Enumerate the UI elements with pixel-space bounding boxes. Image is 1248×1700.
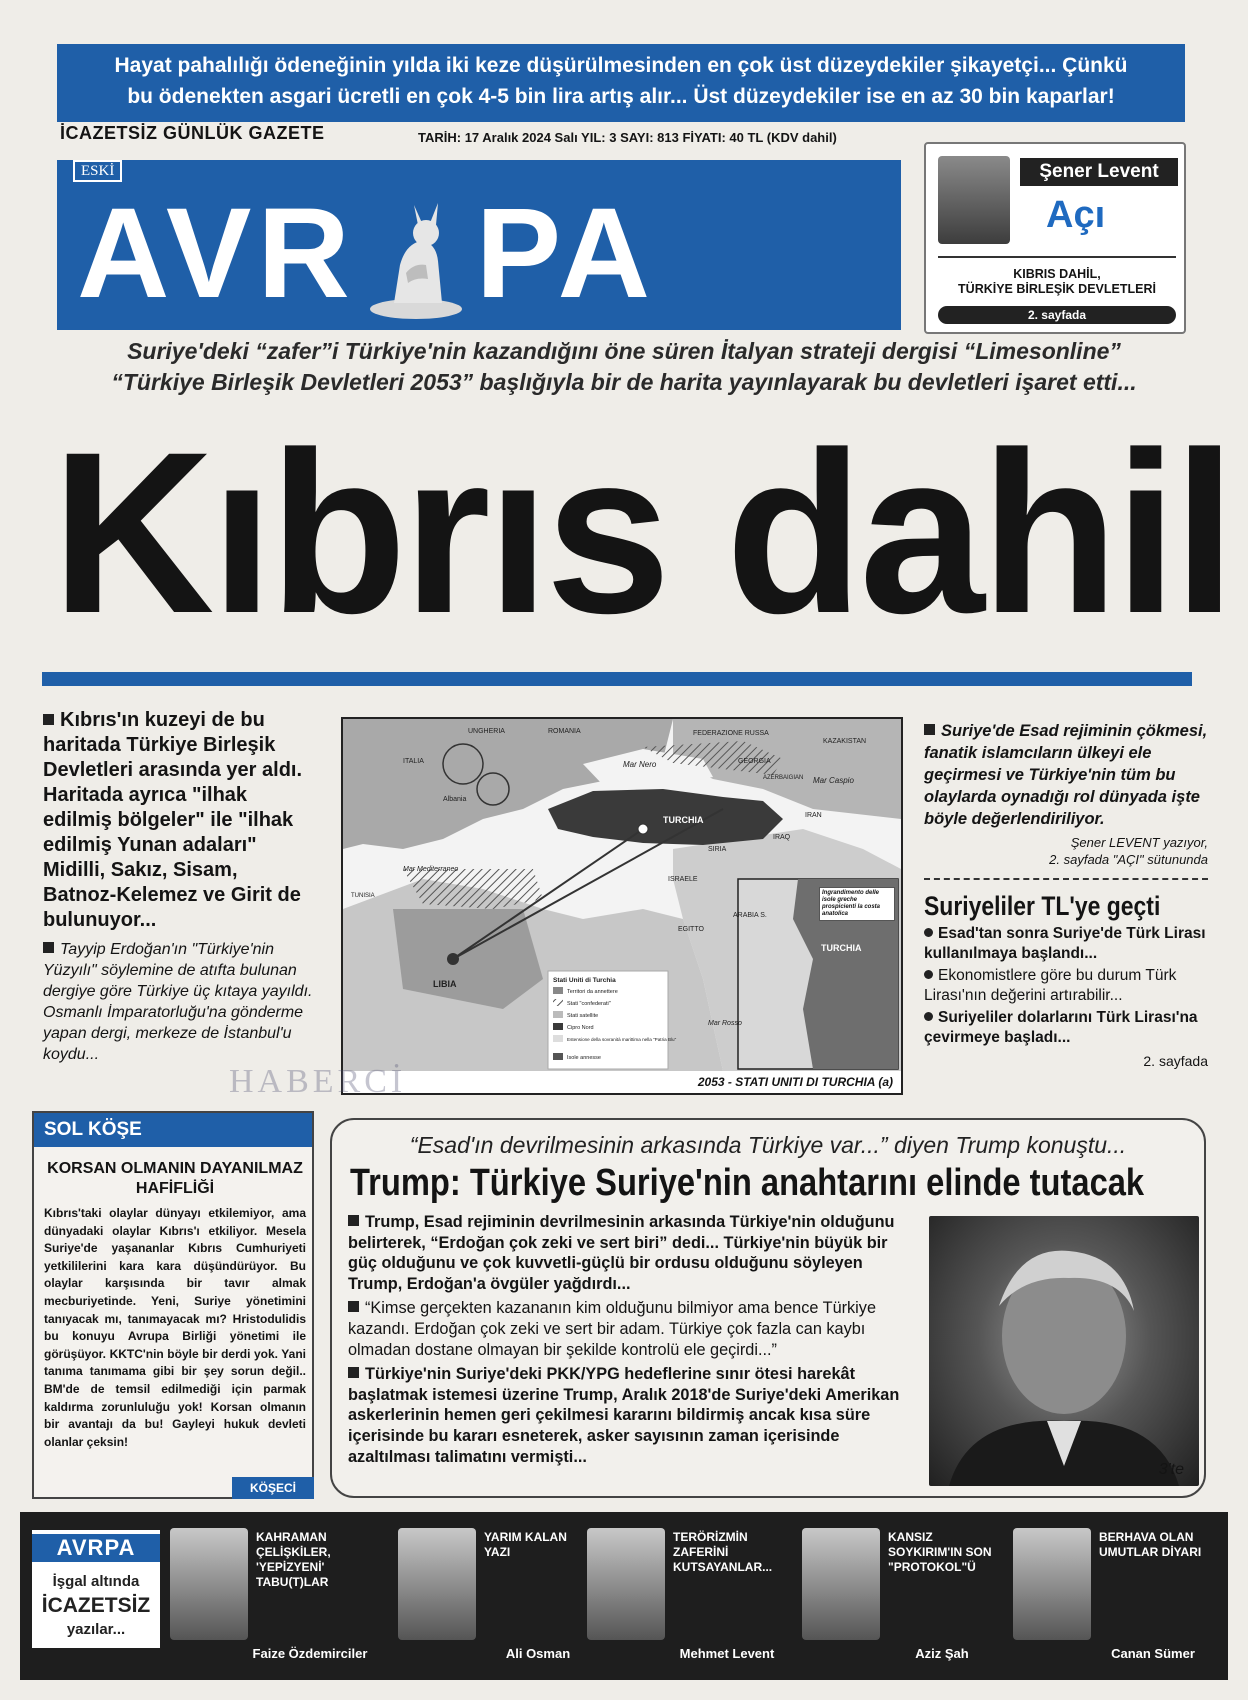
masthead-subtitle: İCAZETSİZ GÜNLÜK GAZETE bbox=[60, 123, 325, 143]
map-graphic bbox=[343, 719, 901, 1071]
column-page-ref: 2. sayfada bbox=[938, 306, 1176, 324]
map-legend-item: Cipro Nord bbox=[567, 1025, 594, 1031]
map-label: SIRIA bbox=[708, 846, 727, 853]
syria-bullet-1 bbox=[924, 924, 1208, 964]
map-label: IRAQ bbox=[773, 834, 791, 841]
trump-headline: Trump: Türkiye Suriye'nin anahtarını elinde tutacak bbox=[350, 1162, 1145, 1204]
dashed-divider bbox=[924, 878, 1208, 880]
right-story bbox=[924, 720, 1208, 1070]
map-label: IRAN bbox=[805, 812, 822, 819]
square-bullet-icon bbox=[348, 1367, 359, 1378]
columnist-footer bbox=[20, 1512, 1228, 1680]
logo-wordmark bbox=[77, 180, 877, 327]
trump-paragraph-1 bbox=[348, 1212, 903, 1294]
watermark: HABERCİ bbox=[229, 1063, 407, 1100]
sol-kose-title: KORSAN OLMANIN DAYANILMAZ HAFİFLİĞİ bbox=[47, 1160, 303, 1197]
map-legend-item: Isole annesse bbox=[567, 1055, 601, 1061]
trump-photo bbox=[929, 1216, 1199, 1486]
columnist-photo bbox=[1013, 1528, 1091, 1640]
tagline-line-3: yazılar... bbox=[66, 1621, 126, 1638]
footer-column-title: YARIM KALAN YAZI bbox=[484, 1530, 567, 1559]
map-caption: 2053 - STATI UNITI DI TURCHIA (a) bbox=[697, 1075, 893, 1089]
right-story-credit bbox=[924, 834, 1208, 868]
columnist-photo bbox=[398, 1528, 476, 1640]
bullet-text: Suriyeliler dolarlarını Türk Lirası'na çevirmeye başladı... bbox=[924, 1009, 1198, 1046]
footer-column-title: TERÖRİZMİN ZAFERİNİ KUTSAYANLAR... bbox=[673, 1530, 773, 1574]
masthead-logo bbox=[57, 160, 901, 330]
portrait-silhouette-icon bbox=[929, 1216, 1199, 1486]
left-story bbox=[43, 708, 313, 1065]
trump-body bbox=[348, 1212, 903, 1471]
top-banner-line-1: Hayat pahalılığı ödeneğinin yılda iki keze düşürülmesinden en çok üst düzeydekiler şikayetçi... Çünkü bbox=[114, 54, 1128, 77]
syria-bullet-2 bbox=[924, 966, 1208, 1006]
sol-kose-header: SOL KÖŞE bbox=[34, 1113, 312, 1147]
map-legend-item: Territori da annettere bbox=[567, 989, 618, 995]
syria-tl-title: Suriyeliler TL'ye geçti bbox=[924, 891, 1161, 921]
footer-column-3[interactable] bbox=[587, 1522, 787, 1672]
map-label: Mar Caspio bbox=[813, 776, 854, 785]
footer-column-author: Canan Sümer bbox=[1111, 1646, 1195, 1661]
map-label: ROMANIA bbox=[548, 728, 581, 735]
dot-bullet-icon bbox=[924, 1012, 933, 1021]
column-headline-line-1: KIBRIS DAHİL, bbox=[1013, 267, 1101, 281]
columnist-photo bbox=[170, 1528, 248, 1640]
map-label: GEORGIA bbox=[738, 758, 771, 765]
bullet-text: Esad'tan sonra Suriye'de Türk Lirası kullanılmaya başlandı... bbox=[924, 925, 1206, 962]
dot-bullet-icon bbox=[924, 928, 933, 937]
footer-tagline bbox=[32, 1570, 160, 1642]
square-bullet-icon bbox=[348, 1215, 359, 1226]
tagline-line-1: İşgal altında bbox=[52, 1573, 140, 1590]
footer-column-title: BERHAVA OLAN UMUTLAR DİYARI bbox=[1099, 1530, 1202, 1559]
map-label: Mar Rosso bbox=[708, 1020, 742, 1027]
map-label: EGITTO bbox=[678, 926, 704, 933]
footer-column-4[interactable] bbox=[802, 1522, 1002, 1672]
map-legend-item: Stati satellite bbox=[567, 1013, 599, 1019]
trump-kicker: “Esad'ın devrilmesinin arkasında Türkiye var...” diyen Trump konuştu... bbox=[409, 1132, 1127, 1158]
footer-column-title: KANSIZ SOYKIRIM'IN SON "PROTOKOL"Ü bbox=[888, 1530, 992, 1574]
deck-line-2: “Türkiye Birleşik Devletleri 2053” başlığıyla bir de harita yayınlayarak bu devletleri işaret etti... bbox=[111, 369, 1137, 395]
left-story-lead bbox=[43, 708, 313, 933]
column-headline-line-2: TÜRKİYE BİRLEŞİK DEVLETLERİ bbox=[958, 282, 1156, 296]
map-inset-note: Ingrandimento delle isole greche prospicienti la costa anatolica bbox=[819, 887, 895, 921]
footer-logo: AVRPA bbox=[32, 1534, 160, 1562]
top-banner bbox=[57, 44, 1185, 122]
map-label: Albania bbox=[443, 796, 467, 803]
paragraph-text: Türkiye'nin Suriye'deki PKK/YPG hedeflerine sınır ötesi harekât başlatmak istemesi üzerine Trump, Aralık 2018'de Suriye'deki Amerikan askerlerinin hemen geri çekilmesi kararını bildirmiş ancak kısa süre içerisinde bu kararı esneterek, asker sayısının zaman içerisinde azaltılması talimatını vermişti... bbox=[348, 1365, 900, 1466]
aci-column-box[interactable] bbox=[924, 142, 1186, 334]
divider bbox=[938, 256, 1176, 258]
map-label: Mar Mediterraneo bbox=[403, 866, 459, 873]
sol-kose-signature: KÖŞECİ bbox=[232, 1477, 314, 1499]
logo-eski-tag: ESKİ bbox=[73, 160, 122, 182]
trump-paragraph-2 bbox=[348, 1298, 903, 1360]
footer-column-author: Aziz Şah bbox=[915, 1646, 969, 1661]
map-label: KAZAKISTAN bbox=[823, 738, 867, 745]
map-label: Mar Nero bbox=[623, 760, 657, 769]
map-legend-title: Stati Uniti di Turchia bbox=[553, 977, 616, 984]
continued-page-ref: 3'te bbox=[1158, 1461, 1184, 1478]
main-headline: Kıbrıs dahil bbox=[51, 404, 1233, 661]
syria-bullet-3 bbox=[924, 1008, 1208, 1048]
top-banner-line-2: bu ödenekten asgari ücretli en çok 4-5 bin lira artış alır... Üst düzeydekiler ise en az 30 bin kaparlar! bbox=[127, 85, 1115, 108]
map-label: LIBIA bbox=[433, 979, 457, 989]
column-title: Açı bbox=[1046, 194, 1106, 236]
footer-logo-box bbox=[32, 1530, 160, 1648]
left-story-body bbox=[43, 939, 313, 1065]
footer-column-5[interactable] bbox=[1013, 1522, 1213, 1672]
logo-text-right: PA bbox=[475, 182, 657, 325]
paragraph-text: “Kimse gerçekten kazananın kim olduğunu bilmiyor ama bence Türkiye kazandı. Erdoğan çok zeki ve sert bir adam. Türkiye çok fazla can kaybı olmadan dostane olmayan bir şekilde kontrolü ele geçirdi...” bbox=[348, 1299, 876, 1359]
sol-kose-column[interactable] bbox=[32, 1111, 314, 1499]
columnist-photo bbox=[802, 1528, 880, 1640]
footer-column-1[interactable] bbox=[170, 1522, 370, 1672]
trump-paragraph-3 bbox=[348, 1364, 903, 1467]
page-ref: 2. sayfada bbox=[1143, 1053, 1208, 1069]
trump-story[interactable] bbox=[330, 1118, 1206, 1498]
map-legend-item: Estensione della sovranità marittima nella "Patria Blu" bbox=[567, 1037, 677, 1042]
headline-rule bbox=[42, 672, 1192, 686]
left-story-body-text: Tayyip Erdoğan'ın "Türkiye'nin Yüzyılı" söylemine de atıfta bulunan dergiye göre Türkiye üç kıtaya yayıldı. Osmanlı İmparatorluğu'na gönderme yapan dergi, merkeze de İstanbul'u koydu... bbox=[43, 941, 313, 1063]
map-label: ISRAELE bbox=[668, 876, 698, 883]
tagline-line-2: İCAZETSİZ bbox=[41, 1594, 151, 1617]
credit-line-1: Şener LEVENT yazıyor, bbox=[1070, 835, 1208, 850]
columnist-name: Şener Levent bbox=[1020, 158, 1178, 186]
map-label: TURCHIA bbox=[663, 815, 704, 825]
map-legend-item: Stati "confederati" bbox=[567, 1001, 611, 1007]
left-story-lead-text: Kıbrıs'ın kuzeyi de bu haritada Türkiye Birleşik Devletleri arasında yer aldı. Haritada ayrıca "ilhak edilmiş bölgeler" ile "ilhak edilmiş Yunan adaları" Midilli, Sakız, Sisam, Batnoz-Kelemez ve Girit de bulunuyor... bbox=[43, 709, 303, 931]
map-label: FEDERAZIONE RUSSA bbox=[693, 730, 769, 737]
paragraph-text: Trump, Esad rejiminin devrilmesinin arkasında Türkiye'nin olduğunu belirterek, “Erdoğan çok zeki ve sert biri” dedi... Türkiye'nin büyük bir güç olduğunu ve çok kuvvetli-güçlü bir ordusu olduğunu söyleyen Trump, Erdoğan'a övgüler yağdırdı... bbox=[348, 1213, 895, 1293]
right-story-lead-text: Suriye'de Esad rejiminin çökmesi, fanatik islamcıların ülkeyi ele geçirmesi ve Türkiye'nin tüm bu olaylarda oynadığı rol dünyada işte böyle değerlendiriliyor. bbox=[924, 722, 1208, 828]
turkey-2053-map bbox=[341, 717, 903, 1095]
columnist-photo bbox=[938, 156, 1010, 244]
masthead-issue-info: TARİH: 17 Aralık 2024 Salı YIL: 3 SAYI: 813 FİYATI: 40 TL (KDV dahil) bbox=[418, 130, 837, 145]
bullet-text: Ekonomistlere göre bu durum Türk Lirası'nın değerini artırabilir... bbox=[924, 967, 1177, 1004]
credit-line-2: 2. sayfada "AÇI" sütununda bbox=[1049, 852, 1208, 867]
right-story-lead bbox=[924, 720, 1208, 830]
columnist-photo bbox=[587, 1528, 665, 1640]
dot-bullet-icon bbox=[924, 970, 933, 979]
square-bullet-icon bbox=[43, 942, 54, 953]
square-bullet-icon bbox=[348, 1301, 359, 1312]
deck-line-1: Suriye'deki “zafer”i Türkiye'nin kazandığını öne süren İtalyan strateji dergisi “Limesonline” bbox=[127, 338, 1121, 364]
map-label: TUNISIA bbox=[351, 893, 375, 899]
logo-text-left: AVR bbox=[77, 182, 356, 325]
footer-column-author: Ali Osman bbox=[505, 1646, 571, 1661]
square-bullet-icon bbox=[43, 714, 54, 725]
sol-kose-body: Kıbrıs'taki olaylar dünyayı etkilemiyor, ama dünyadaki olaylar Kıbrıs'ı etkiliyor. Mesela Suriye'de yaşananlar Kıbrıs Cumhuriyeti yetkililerini kara kara düşündürüyor. Bu olaylar karşısında bir tavır almak mecburiyetinde. Yeni, Suriye yönetimini tanıyacak mı, tanımayacak mı? Hristodulidis bu konuyu Avrupa Birliği yönetimi ile görüşüyor. KKTC'nin böyle bir derdi yok. Yani tanıma tanımama gibi bir şey sorun değil.. BM'de de temsil edilmediği için parmak kaldırma zorunluluğu yok! Korsan olmanın bir avantajı da bu! Gayleyi hukuk devleti olanlar çeksin! bbox=[44, 1206, 306, 1449]
footer-column-title: KAHRAMAN ÇELİŞKİLER, 'YEPİZYENİ' TABU(T)LAR bbox=[256, 1530, 331, 1589]
column-headline bbox=[934, 267, 1180, 297]
map-label: AZERBAIGIAN bbox=[763, 775, 804, 781]
map-label: TURCHIA bbox=[821, 943, 862, 953]
map-label: ITALIA bbox=[403, 758, 424, 765]
footer-column-author: Faize Özdemirciler bbox=[252, 1646, 368, 1661]
thinker-statue-icon bbox=[356, 203, 476, 323]
footer-column-author: Mehmet Levent bbox=[679, 1646, 775, 1661]
square-bullet-icon bbox=[924, 724, 935, 735]
map-label: ARABIA S. bbox=[733, 912, 767, 919]
map-label: UNGHERIA bbox=[468, 728, 505, 735]
footer-column-2[interactable] bbox=[398, 1522, 598, 1672]
